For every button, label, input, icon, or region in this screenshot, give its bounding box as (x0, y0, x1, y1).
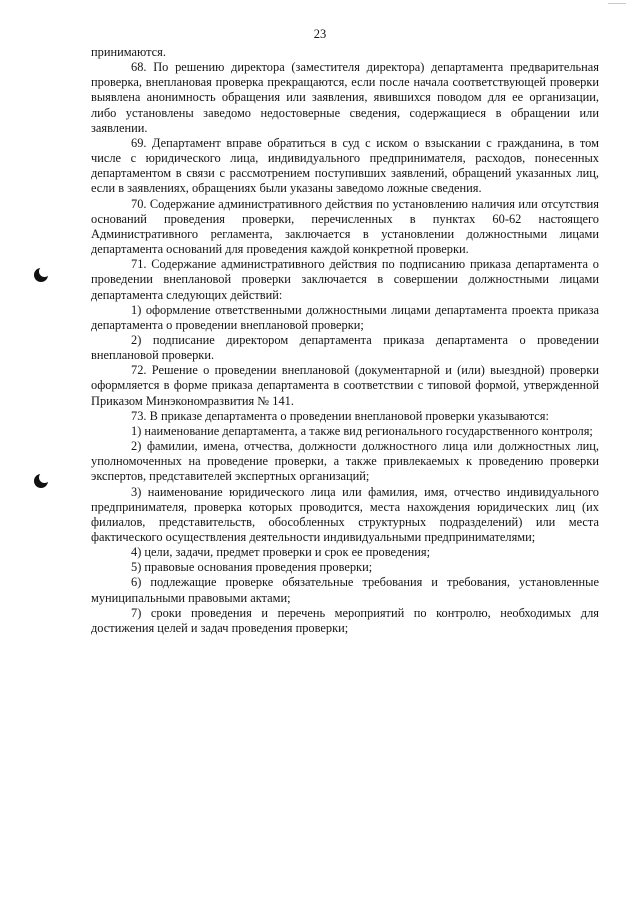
binder-hole-mark (34, 474, 48, 488)
paragraph: 70. Содержание административного действия по установлению наличия или отсутствия оснований проведения проверки, перечисленных в пунктах 60-62 настоящего Административного регламента, заключается в установлении должностными лицами департамента оснований для проведения каждой конкретной проверки. (91, 196, 599, 257)
document-body (91, 45, 599, 636)
paragraph: 73. В приказе департамента о проведении внеплановой проверки указываются: (131, 408, 549, 423)
paragraph: 4) цели, задачи, предмет проверки и срок ее проведения; (131, 545, 431, 560)
paragraph: 2) подписание директором департамента приказа департамента о проведении внеплановой проверки. (91, 332, 599, 363)
paragraph: 7) сроки проведения и перечень мероприятий по контролю, необходимых для достижения целей и задач проведения проверки; (91, 605, 599, 635)
paragraph: 1) оформление ответственными должностными лицами департамента проекта приказа департамента о проведении внеплановой проверки; (91, 302, 599, 332)
paragraph: 5) правовые основания проведения проверки; (131, 560, 373, 575)
paragraph: 1) наименование департамента, а также вид регионального государственного контроля; (131, 423, 593, 438)
binder-hole-mark (34, 268, 48, 282)
paragraph: 68. По решению директора (заместителя директора) департамента предварительная проверка, внеплановая проверка прекращаются, если после начала соответствующей проверки выявлена анонимность обращения или заявления, явившихся поводом для ее организации, либо установлены заведомо недостоверные сведения, содержащиеся в обращении или заявлении. (91, 60, 599, 135)
page-number: 23 (313, 27, 327, 41)
paragraph: 72. Решение о проведении внеплановой (документарной и (или) выездной) проверки оформляется в форме приказа департамента в соответствии с типовой формой, утвержденной Приказом Минэкономразвития № 141. (91, 363, 599, 408)
paragraph: 71. Содержание административного действия по подписанию приказа департамента о проведении внеплановой проверки заключается в совершении должностными лицами департамента следующих действий: (91, 257, 599, 302)
paragraph: принимаются. (91, 45, 166, 59)
paragraph: 6) подлежащие проверке обязательные требования и требования, установленные муниципальными правовыми актами; (91, 575, 599, 605)
paragraph: 3) наименование юридического лица или фамилия, имя, отчество индивидуального предпринимателя, проверка которых проводится, места нахождения юридических лиц (их филиалов, представительств, обособленных структурных подразделений) или места фактического осуществления деятельности индивидуальными предпринимателями; (91, 484, 599, 544)
paragraph: 2) фамилии, имена, отчества, должности должностного лица или должностных лиц, уполномоченных на проведение проверки, а также привлекаемых к проведению проверки экспертов, представителей экспертных организаций; (91, 439, 599, 484)
paragraph: 69. Департамент вправе обратиться в суд с иском о взыскании с гражданина, в том числе с юридического лица, индивидуального предпринимателя, расходов, понесенных департаментом в связи с рассмотрением поступивших заявлений, обращений указанных лиц, если в заявлениях, обращениях были указаны заведомо ложные сведения. (91, 135, 599, 196)
corner-scan-mark (608, 0, 626, 4)
